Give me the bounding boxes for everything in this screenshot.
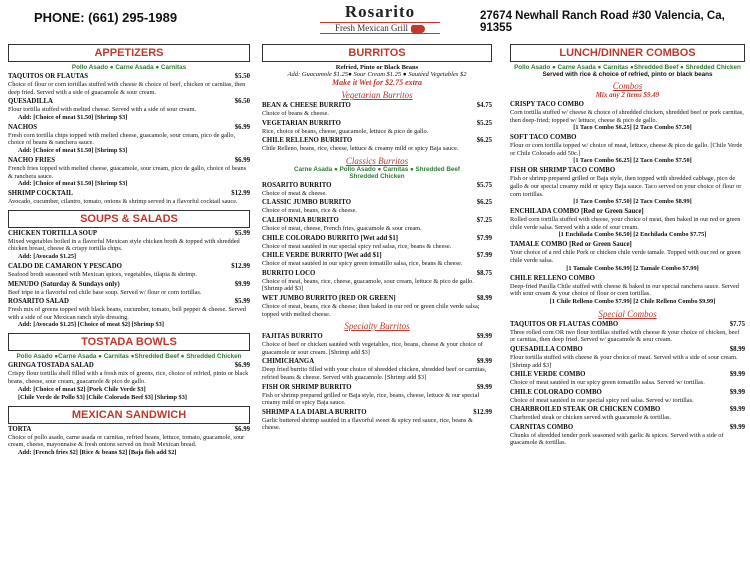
menu-item-header <box>262 358 492 366</box>
menu-item-addons: Add: [Choice of meat $1.50] [Shrimp $3] <box>18 113 128 121</box>
menu-item-name: CHILE RELLENO BURRITO <box>262 137 353 145</box>
menu-item-price: $7.99 <box>476 252 492 260</box>
menu-item-price: $9.99 <box>476 333 492 341</box>
menu-item-price: $9.99 <box>729 423 745 431</box>
menu-item <box>8 157 250 188</box>
column-left <box>8 44 250 457</box>
menu-item-description: Chunks of shredded tender pork seasoned with garlic & spices. Served with a side of guacamole & tortillas. <box>510 431 724 447</box>
menu-item-price: $5.99 <box>234 298 250 306</box>
menu-item-header <box>510 389 745 397</box>
menu-item-description: Fresh mix of greens topped with black beans, cucumber, tomato, bell pepper & cheese. Served with a side of our Mexican ranch style dressing. <box>8 306 246 321</box>
menu-item-description: Choice of beef or chicken sautéed with vegetables, rice, beans, cheese & your choice of guacamole or sour cream. [Shrimp add $3] <box>262 341 483 356</box>
menu-item-name: CHILE VERDE BURRITO [Wet add $1] <box>262 252 382 260</box>
menu-item-name: VEGETARIAN BURRITO <box>262 119 341 127</box>
menu-item-name: CHILE RELLENO COMBO <box>510 274 595 282</box>
menu-item-header <box>8 298 250 306</box>
menu-item-header <box>510 167 745 175</box>
menu-item <box>262 217 492 233</box>
menu-item-header <box>510 424 745 432</box>
menu-item-description: Choice of pollo asado, carne asada or carnitas, refried beans, lettuce, tomato, guacamole, sour cream, cheese, mayonnaise & fresh onions served on fresh Mexican bread. <box>8 433 245 449</box>
pepper-icon <box>411 25 425 33</box>
combos-mix: Mix any 2 items $9.49 <box>595 91 660 99</box>
menu-item-description: Garlic buttered shrimp sautéed in a flavorful sweet & spicy red sauce, rice, beans & cheese. <box>262 416 473 432</box>
menu-item <box>8 298 250 329</box>
menu-item-price: $8.99 <box>729 345 745 353</box>
menu-item <box>262 182 492 198</box>
menu-item-name: NACHO FRIES <box>8 156 56 164</box>
menu-item <box>8 73 250 96</box>
menu-item <box>510 275 745 306</box>
column-right <box>510 44 745 447</box>
menu-item-header <box>262 182 492 190</box>
menu-item-header <box>510 208 745 216</box>
menu-item-description: Choice of meat, beans, rice & cheese. <box>262 207 357 215</box>
menu-item-price: $12.99 <box>473 408 492 416</box>
section-title-tostada: TOSTADA BOWLS <box>8 333 250 351</box>
menu-item-price: $7.25 <box>476 216 492 224</box>
logo-tagline: Fresh Mexican Grill <box>320 22 440 34</box>
menu-item-header <box>510 275 745 283</box>
vegetarian-list <box>262 102 492 153</box>
menu-item <box>8 281 250 297</box>
classics-meats: Carne Asada ● Pollo Asado ● Carnitas ● Shredded Beef <box>294 165 460 173</box>
menu-item-name: TORTA <box>8 425 32 433</box>
menu-item <box>262 137 492 153</box>
menu-item-price: $12.99 <box>231 262 250 270</box>
appetizers-meats: Pollo Asado ● Carne Asada ● Carnitas <box>71 64 187 71</box>
menu-item-name: MENUDO (Saturday & Sundays only) <box>8 280 120 288</box>
menu-item-price: $6.25 <box>476 137 492 145</box>
menu-item-header <box>8 281 250 289</box>
menu-item <box>262 295 492 318</box>
menu-item-description: Avocado, cucumber, cilantro, tomato, onions & shrimp served in a flavorful cocktail sauce. <box>8 198 238 206</box>
menu-item-header <box>510 101 745 109</box>
menu-item-header <box>510 371 745 379</box>
menu-item-header <box>262 295 492 303</box>
specialty-list <box>262 333 492 432</box>
combo-options: [1 Chile Relleno Combo $7.99] [2 Chile Relleno Combo $9.99] <box>549 297 716 305</box>
menu-item <box>262 384 492 407</box>
menu-item-name: CALIFORNIA BURRITO <box>262 216 339 224</box>
menu-item-price: $6.99 <box>234 425 250 433</box>
menu-item-description: Choice of meat, cheese, French fries, guacamole & sour cream. <box>262 224 422 232</box>
combos-title: Combos <box>612 81 643 91</box>
menu-item-name: CALDO DE CAMARON Y PESCADO <box>8 262 122 270</box>
menu-item-price: $9.99 <box>234 280 250 288</box>
menu-item-description: Your choice of a red chile Pork or chicken chile verde tamale. Topped with our red or green chile verde salsa. <box>510 249 741 264</box>
sandwich-list <box>8 426 250 457</box>
specialty-title: Specialty Burritos <box>344 321 410 332</box>
menu-item-price: $9.99 <box>729 406 745 414</box>
menu-item-description: Mixed vegetables boiled in a flavorful Mexican style chicken broth & topped with shredded chicken breast, cheese & crispy tortilla chips. <box>8 237 240 253</box>
menu-item-name: TAQUITOS OR FLAUTAS COMBO <box>510 320 619 328</box>
menu-item-description: Charbroiled steak or chicken served with guacamole & tortillas. <box>510 414 672 422</box>
menu-item-header <box>8 73 250 81</box>
menu-item-description: Seafood broth seasoned with Mexican spices, vegetables, tilapia & shrimp. <box>8 270 197 278</box>
combos-list <box>510 101 745 306</box>
menu-item-header <box>8 362 250 370</box>
menu-item-addons: Add: [Avocado $1.25] [Choice of meat $2] [Shrimp $3] <box>18 321 164 329</box>
menu-item-header <box>262 217 492 225</box>
menu-item-description: Rolled corn tortilla stuffed with cheese, your choice of meat, then baked in our red or green chile verde salsa. Served with a side of sour cream. <box>510 216 741 231</box>
menu-item-price: $8.99 <box>476 294 492 302</box>
menu-item-description: Choice of meat sautéed in our spicy green tomatillo salsa, rice, beans & cheese. <box>262 260 463 268</box>
menu-item-name: TAMALE COMBO [Red or Green Sauce] <box>510 241 632 249</box>
menu-item-header <box>510 346 745 354</box>
menu-item-description: Deep fried burrito filled with your choice of shredded chicken, shredded beef or carnitas, refried beans & cheese. Served with guacamole. [Shrimp add $3] <box>262 366 487 381</box>
menu-item-price: $6.25 <box>476 199 492 207</box>
burritos-beans: Refried, Pinto or Black Beans <box>335 64 419 71</box>
menu-item-description: Choice of meat, beans, rice, cheese, guacamole, sour cream, lettuce & pico de gallo. [Shrimp add $3] <box>262 277 474 293</box>
menu-item-name: FISH OR SHRIMP BURRITO <box>262 383 352 391</box>
menu-item <box>262 409 492 432</box>
menu-item-addons-2: [Chile Verde de Pollo $3] [Chile Colorado Beef $3] [Shrimp $3] <box>18 393 187 401</box>
menu-item-description: Rice, choice of beans, cheese, guacamole, lettuce & pico de gallo. <box>262 127 429 135</box>
menu-item-addons: Add: [Choice of meat $1.50] [Shrimp $3] <box>18 146 128 154</box>
menu-item-header <box>8 426 250 434</box>
section-title-lunch: LUNCH/DINNER COMBOS <box>510 44 745 62</box>
menu-item-name: CLASSIC JUMBO BURRITO <box>262 199 352 207</box>
classics-meats-2: Shredded Chicken <box>349 172 405 180</box>
menu-item-description: Chile Relleno, beans, rice, cheese, lettuce & creamy mild or spicy Baja sauce. <box>262 145 459 153</box>
menu-item <box>510 424 745 447</box>
menu-item-name: QUESADILLA COMBO <box>510 345 583 353</box>
menu-item-name: CHIMICHANGA <box>262 358 315 366</box>
burritos-add: Add: Guacamole $1.25● Sour Cream $1.25 ● Sautéed Vegetables $2 <box>287 71 467 78</box>
header <box>0 0 750 44</box>
logo-name: Rosarito <box>344 2 416 21</box>
menu-item-name: BURRITO LOCO <box>262 269 316 277</box>
menu-item-name: FISH OR SHRIMP TACO COMBO <box>510 167 616 175</box>
menu-item <box>262 270 492 293</box>
menu-item-header <box>510 406 745 414</box>
menu-item-header <box>8 263 250 271</box>
classics-list <box>262 182 492 318</box>
tostada-meats: Pollo Asado ●Carne Asada ● Carnitas ●Shredded Beef ● Shredded Chicken <box>16 353 242 361</box>
lunch-meats: Pollo Asado ● Carne Asada ● Carnitas ●Shredded Beef ● Shredded Chicken <box>514 64 741 71</box>
menu-item <box>8 190 250 206</box>
menu-item-description: French fries topped with melted cheese, guacamole, sour cream, pico de gallo, choice of beans & ranchera sauce. <box>8 164 247 180</box>
menu-item <box>262 120 492 136</box>
menu-item-addons: Add: [French fries $2] [Rice & beans $2] [Baja fish add $2] <box>18 448 177 456</box>
menu-item-price: $7.99 <box>476 234 492 242</box>
menu-item-addons: Add: [Choice of meat $1.50] [Shrimp $3] <box>18 180 128 188</box>
appetizers-list <box>8 73 250 206</box>
menu-item-header <box>8 98 250 106</box>
menu-item <box>510 406 745 422</box>
menu-item-header <box>8 124 250 132</box>
menu-item-price: $5.25 <box>476 119 492 127</box>
menu-item <box>8 124 250 155</box>
menu-item-description: Choice of meat sautéed in our special spicy red salsa. Served w/ tortillas. <box>510 396 694 404</box>
menu-item-description: Choice of flour or corn tortillas stuffed with cheese & choice of beef, chicken or carnitas, then deep fried. Served with a side of guacamole & sour cream. <box>8 81 246 96</box>
menu-item-addons: Add: [Avocado $1.25] <box>18 252 77 260</box>
menu-item-price: $5.75 <box>476 181 492 189</box>
menu-item-header <box>8 157 250 165</box>
menu-item-description: Flour or corn tortilla topped w/ choice of meat, lettuce, cheese & pico de gallo. [Chile Verde or Chile Colorado add 50c.] <box>510 142 743 157</box>
menu-item <box>510 101 745 132</box>
phone-number: PHONE: (661) 295-1989 <box>34 10 178 25</box>
menu-item-description: Beef tripe in a flavorful red chile base soup. Served w/ flour or corn tortillas. <box>8 288 202 296</box>
menu-item <box>262 252 492 268</box>
menu-item-name: ROSARITO SALAD <box>8 298 69 306</box>
menu-item-header <box>262 120 492 128</box>
section-title-burritos: BURRITOS <box>262 44 492 62</box>
combo-options: [1 Taco Combo $7.50] [2 Taco Combo $8.99] <box>573 198 692 206</box>
soups-list <box>8 230 250 330</box>
menu-item <box>8 362 250 401</box>
menu-item-price: $9.99 <box>729 371 745 379</box>
menu-item-name: CHILE COLORADO BURRITO [Wet add $1] <box>262 234 399 242</box>
menu-item-description: Three rolled corn OR two flour tortillas stuffed with cheese & your choice of chicken, beef or carnitas, then deep fried. Served w/ guacamole & sour cream. <box>510 328 740 344</box>
menu-item-name: ROSARITO BURRITO <box>262 181 332 189</box>
menu-item-price: $9.99 <box>729 388 745 396</box>
column-middle <box>262 44 492 432</box>
menu-item-price: $9.99 <box>476 358 492 366</box>
special-combos-list <box>510 321 745 447</box>
menu-item-name: QUESADILLA <box>8 98 53 106</box>
menu-item-name: CHICKEN TORTILLA SOUP <box>8 229 98 237</box>
menu-item-header <box>510 321 745 329</box>
menu-item-price: $5.50 <box>234 73 250 80</box>
menu-item-description: Fresh corn tortilla chips topped with melted cheese, guacamole, sour cream, pico de gallo, choice of beans & ranchera sauce. <box>8 131 236 147</box>
menu-item-name: CHILE COLORADO COMBO <box>510 388 602 396</box>
menu-item-name: CHILE VERDE COMBO <box>510 371 586 379</box>
menu-item <box>510 241 745 272</box>
menu-item-name: SHRIMP A LA DIABLA BURRITO <box>262 408 367 416</box>
menu-item <box>510 371 745 387</box>
menu-item-name: BEAN & CHEESE BURRITO <box>262 102 351 109</box>
menu-item-description: Fish or shrimp prepared grilled or Baja style, rice, beans, cheese, lettuce & our special creamy mild or spicy Baja sauce. <box>262 391 480 407</box>
menu-item-price: $8.75 <box>476 269 492 277</box>
menu-item-price: $9.99 <box>476 383 492 391</box>
menu-item <box>510 389 745 405</box>
menu-item-description: Flour tortilla stuffed with melted cheese. Served with a side of sour cream. <box>8 106 197 114</box>
menu-item-name: WET JUMBO BURRITO [RED OR GREEN] <box>262 294 396 302</box>
menu-item <box>8 263 250 279</box>
menu-item-header <box>8 190 250 198</box>
menu-item-header <box>262 409 492 417</box>
menu-item-name: SHRIMP COCKTAIL <box>8 190 74 198</box>
menu-item-description: Choice of meat sautéed in our spicy green tomatillo salsa. Served w/ tortillas. <box>510 379 705 387</box>
menu-item <box>510 134 745 165</box>
menu-item <box>510 167 745 206</box>
menu-item-header <box>262 199 492 207</box>
menu-item-header <box>8 230 250 238</box>
menu-item-description: Crispy flour tortilla shell filled with a fresh mix of greens, rice, choice of refried, pinto or black beans, cheese, sour cream, guacamole & pico de gallo. <box>8 370 249 385</box>
menu-item-name: ENCHILADA COMBO [Red or Green Sauce] <box>510 208 644 216</box>
menu-item-header <box>262 270 492 278</box>
menu-item-description: Choice of meat, beans, rice & cheese; then baked in our red or green chile verde salsa; topped with melted cheese. <box>262 302 480 318</box>
combo-options: [1 Enchilada Combo $6.50] [2 Enchilada Combo $7.75] <box>558 231 707 239</box>
section-title-sandwich: MEXICAN SANDWICH <box>8 406 250 424</box>
menu-item-price: $6.99 <box>234 362 250 370</box>
menu-item <box>510 321 745 344</box>
combo-options: [1 Tamale Combo $6.99] [2 Tamale Combo $7.99] <box>566 264 699 272</box>
menu-item-header <box>262 333 492 341</box>
menu-item <box>8 426 250 457</box>
menu-item <box>8 98 250 122</box>
menu-item-name: NACHOS <box>8 123 38 131</box>
section-title-soups: SOUPS & SALADS <box>8 210 250 228</box>
menu-item-price: $7.75 <box>729 320 745 328</box>
menu-item-price: $6.99 <box>234 156 250 164</box>
lunch-served: Served with rice & choice of refried, pinto or black beans <box>542 71 713 78</box>
special-combos-title: Special Combos <box>598 308 657 319</box>
menu-item-price: $4.75 <box>476 102 492 109</box>
menu-item-header <box>262 102 492 110</box>
menu-item-description: Choice of meat & cheese. <box>262 189 327 197</box>
menu-item-name: GRINGA TOSTADA SALAD <box>8 362 94 370</box>
menu-item <box>510 208 745 239</box>
menu-item-description: Deep-fried Pasilla Chile stuffed with cheese & baked in our special ranchera sauce. Served with sour cream & your choice of flour or corn tortillas. <box>510 282 739 298</box>
menu-item-price: $6.99 <box>234 123 250 131</box>
menu-item <box>262 333 492 356</box>
menu-item-header <box>262 235 492 243</box>
classics-title: Classics Burritos <box>345 155 409 166</box>
menu-item-name: TAQUITOS OR FLAUTAS <box>8 73 89 80</box>
menu-item-price: $6.50 <box>234 98 250 106</box>
menu-item-header <box>510 241 745 249</box>
menu-item-header <box>510 134 745 142</box>
menu-item-name: CRISPY TACO COMBO <box>510 101 584 108</box>
menu-item-description: Corn tortilla stuffed w/ cheese & choice of shredded chicken, shredded beef or pork carnitas, then deep-fried; topped w/ lettuce, cheese & pico de gallo. <box>510 109 744 124</box>
combo-options: [1 Taco Combo $6.25] [2 Taco Combo $7.50] <box>573 124 692 132</box>
menu-item-name: CARNITAS COMBO <box>510 423 574 431</box>
menu-item-header <box>262 252 492 260</box>
menu-item <box>8 230 250 261</box>
menu-item-description: Flour tortilla stuffed with cheese & your choice of meat. Served with a side of sour cream. [Shrimp add $3] <box>510 353 738 369</box>
menu-item-description: Choice of meat sautéed in our special spicy red salsa, rice, beans & cheese. <box>262 242 452 250</box>
combo-options: [1 Taco Combo $6.25] [2 Taco Combo $7.50] <box>573 157 692 165</box>
menu-item-addons: Add: [Choice of meat $2] [Pork Chile Verde $3] <box>18 385 146 393</box>
menu-item-header <box>262 137 492 145</box>
menu-item <box>262 358 492 381</box>
menu-item-description: Fish or shrimp prepared grilled or Baja style, then topped with shredded cabbage, pico de gallo & our special creamy mild or spicy Baja sauce. Taco served on your choice of flour or corn tortillas. <box>510 175 742 198</box>
menu-item <box>262 102 492 118</box>
address: 27674 Newhall Ranch Road #30 Valencia, Ca, 91355 <box>480 10 725 34</box>
menu-item-price: $12.99 <box>231 190 250 198</box>
menu-item-name: CHARBROILED STEAK OR CHICKEN COMBO <box>510 406 661 414</box>
tostada-list <box>8 362 250 401</box>
menu-item-header <box>262 384 492 392</box>
menu-item-price: $5.99 <box>234 229 250 237</box>
menu-item <box>262 199 492 215</box>
menu-item-name: FAJITAS BURRITO <box>262 333 323 341</box>
menu-item <box>262 235 492 251</box>
menu-item <box>510 346 745 369</box>
menu-item-description: Choice of beans & cheese. <box>262 110 329 117</box>
menu-item-name: SOFT TACO COMBO <box>510 134 577 142</box>
vegetarian-title: Vegetarian Burritos <box>341 90 413 100</box>
burritos-wet: Make it Wet for $2.75 extra <box>332 78 422 87</box>
section-title-appetizers: APPETIZERS <box>8 44 250 62</box>
